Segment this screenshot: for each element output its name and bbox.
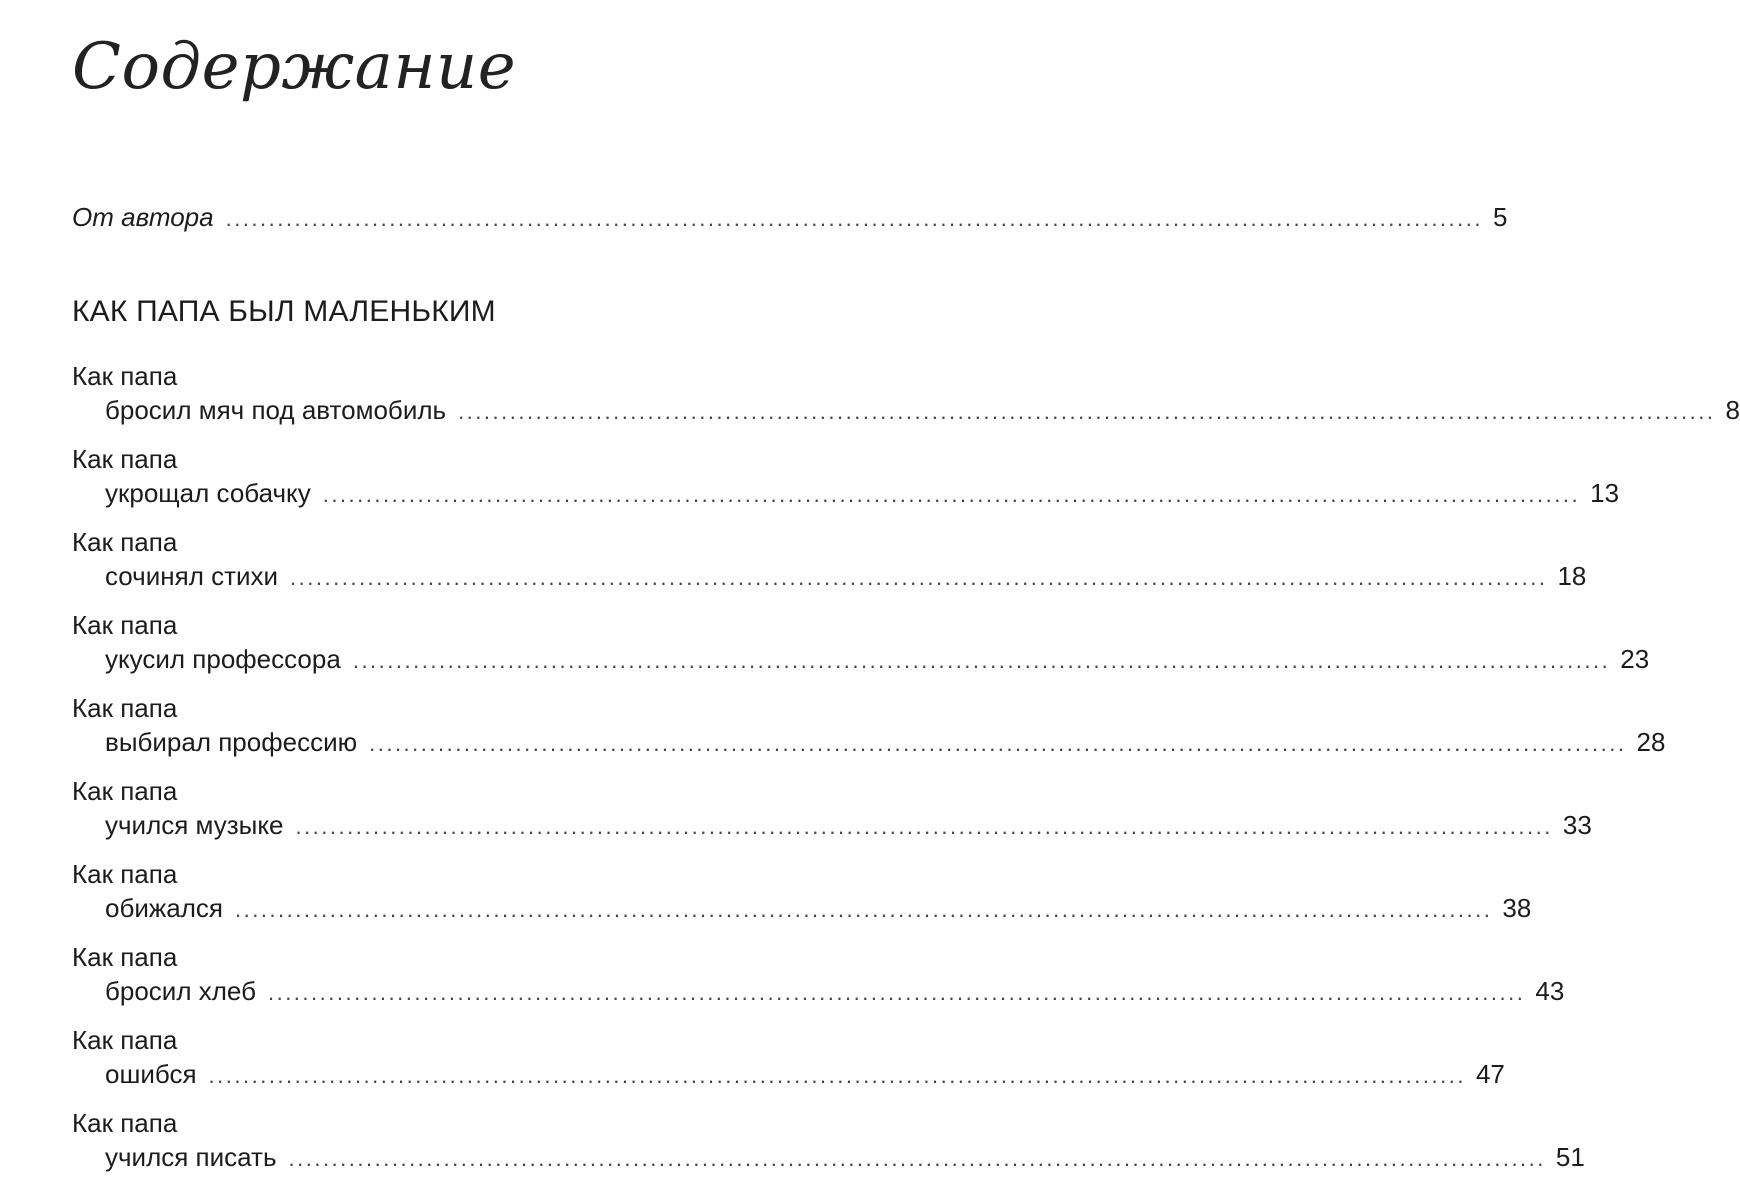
toc-page-number: 51 <box>1555 1142 1585 1172</box>
dot-leader: .................................................................................................................................................. <box>234 897 1493 922</box>
section-heading: КАК ПАПА БЫЛ МАЛЕНЬКИМ <box>72 295 496 328</box>
toc-entry[interactable] <box>105 891 1532 927</box>
toc-page-number: 13 <box>1590 478 1620 508</box>
dot-leader: .................................................................................................................................................. <box>369 731 1627 756</box>
toc-entry-author-note[interactable] <box>72 200 1508 236</box>
toc-page-number: 28 <box>1636 727 1666 757</box>
toc-entry[interactable] <box>105 725 1666 761</box>
toc-entry-line1: Как папа <box>72 693 178 723</box>
toc-entry[interactable] <box>105 1140 1585 1176</box>
toc-page-number: 43 <box>1535 976 1565 1006</box>
dot-leader: .................................................................................................................................................. <box>267 980 1526 1005</box>
dot-leader: .................................................................................................................................................. <box>322 482 1581 507</box>
dot-leader: .................................................................................................................................................. <box>208 1063 1466 1088</box>
dot-leader: .................................................................................................................................................. <box>290 565 1548 590</box>
toc-entry[interactable] <box>105 642 1650 678</box>
dot-leader: .................................................................................................................................................. <box>225 206 1483 231</box>
toc-entry[interactable] <box>105 1057 1505 1093</box>
toc-entry[interactable] <box>105 393 1740 429</box>
toc-entry-label: бросил мяч под автомобиль <box>105 395 447 425</box>
toc-page-number: 8 <box>1725 395 1740 425</box>
toc-entry-label: выбирал профессию <box>105 727 358 757</box>
toc-page-number: 5 <box>1493 202 1508 232</box>
toc-page-number: 38 <box>1502 893 1532 923</box>
toc-entry-line1: Как папа <box>72 942 178 972</box>
toc-entry[interactable] <box>105 808 1592 844</box>
toc-entry-label: обижался <box>105 893 223 923</box>
toc-entry-label: сочинял стихи <box>105 561 279 591</box>
toc-entry-line1: Как папа <box>72 776 178 806</box>
toc-entry-line1: Как папа <box>72 361 178 391</box>
dot-leader: .................................................................................................................................................. <box>458 399 1716 424</box>
toc-entry-label: учился писать <box>105 1142 277 1172</box>
toc-entry[interactable] <box>105 974 1565 1010</box>
toc-entry-label: укусил профессора <box>105 644 341 674</box>
toc-entry-label: укрощал собачку <box>105 478 311 508</box>
toc-page-number: 33 <box>1562 810 1592 840</box>
toc-entry-line1: Как папа <box>72 1108 178 1138</box>
toc-entry[interactable] <box>105 559 1587 595</box>
toc-entry-label: бросил хлеб <box>105 976 256 1006</box>
page-title: Содержание <box>72 30 517 104</box>
toc-entry[interactable] <box>105 476 1620 512</box>
toc-page-number: 18 <box>1557 561 1587 591</box>
dot-leader: .................................................................................................................................................. <box>288 1146 1546 1171</box>
toc-entry-label: ошибся <box>105 1059 197 1089</box>
dot-leader: .................................................................................................................................................. <box>352 648 1611 673</box>
dot-leader: .................................................................................................................................................. <box>295 814 1553 839</box>
toc-entry-label: От автора <box>72 202 214 232</box>
toc-entry-line1: Как папа <box>72 444 178 474</box>
toc-entry-line1: Как папа <box>72 610 178 640</box>
toc-entry-line1: Как папа <box>72 859 178 889</box>
toc-page-number: 23 <box>1620 644 1650 674</box>
toc-entry-line1: Как папа <box>72 527 178 557</box>
toc-page-number: 47 <box>1475 1059 1505 1089</box>
toc-entry-label: учился музыке <box>105 810 284 840</box>
toc-entry-line1: Как папа <box>72 1025 178 1055</box>
